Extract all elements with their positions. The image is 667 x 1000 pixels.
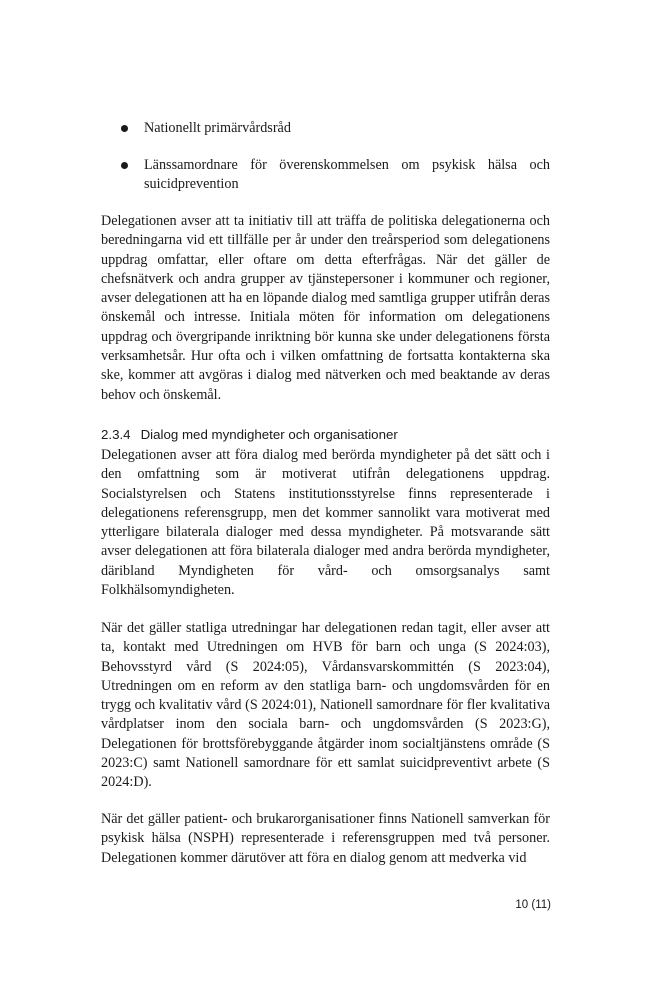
section-title: Dialog med myndigheter och organisationer	[140, 427, 398, 442]
paragraph-delegations-contact: Delegationen avser att ta initiativ till att träffa de politiska delegationerna och beredningarna vid ett tillfälle per år under den treårsperiod som delegationens uppdrag omfattar, eller oftare om detta efterfrågas. När det gäller de chefsnätverk och andra grupper av tjänstepersoner i kommuner och regioner, avser delegationen att ha en löpande dialog med samtliga grupper utifrån deras önskemål och intresse. Initiala möten för information om delegationens uppdrag och övergripande inriktning bör kunna ske under delegationens första verksamhetsår. Hur ofta och i vilken omfattning de fortsatta kontakterna ska ske, kommer att avgöras i dialog med nätverken och med beaktande av deras behov och önskemål.	[101, 213, 550, 403]
bullet-text: Nationellt primärvårdsråd	[144, 120, 291, 136]
bullet-icon	[121, 125, 128, 132]
section-number: 2.3.4	[101, 427, 131, 442]
paragraph-state-inquiries: När det gäller statliga utredningar har delegationen redan tagit, eller avser att ta, kontakt med Utredningen om HVB för barn och unga (S 2024:03), Behovsstyrd vård (S 2024:05), Vårdansvarskommittén (S 2023:04), Utredningen om en reform av den statliga barn- och ungdomsvården för en trygg och kvalitativ vård (S 2024:01), Nationell samordnare för fler kvalitativa vårdplatser inom den sociala barn- och ungdomsvården (S 2023:G), Delegationen för brottsförebyggande åtgärder inom socialtjänstens område (S 2023:C) samt Nationell samordnare för ett samlat suicidpreventivt arbete (S 2024:D).	[101, 620, 550, 791]
section-heading	[101, 426, 550, 444]
bullet-text: Länssamordnare för överenskommelsen om psykisk hälsa och suicidprevention	[144, 157, 550, 192]
list-item	[120, 119, 550, 138]
page-number: 10 (11)	[515, 899, 551, 911]
paragraph-authorities-dialog: Delegationen avser att föra dialog med berörda myndigheter på det sätt och i den omfattning som är motiverat utifrån delegationens uppdrag. Socialstyrelsen och Statens institutionsstyrelse finns representerade i delegationens referensgrupp, men det kommer sannolikt vara motiverat med ytterligare bilaterala dialoger med dessa myndigheter. På motsvarande sätt avser delegationen att föra bilaterala dialoger med andra berörda myndigheter, däribland Myndigheten för vård- och omsorgsanalys samt Folkhälsomyndigheten.	[101, 447, 550, 599]
bullet-list	[120, 119, 550, 212]
bullet-icon	[121, 162, 128, 169]
list-item	[120, 156, 550, 194]
paragraph-patient-organisations: När det gäller patient- och brukarorganisationer finns Nationell samverkan för psykisk hälsa (NSPH) representerade i referensgruppen med två personer. Delegationen kommer därutöver att föra en dialog genom att medverka vid	[101, 811, 550, 866]
